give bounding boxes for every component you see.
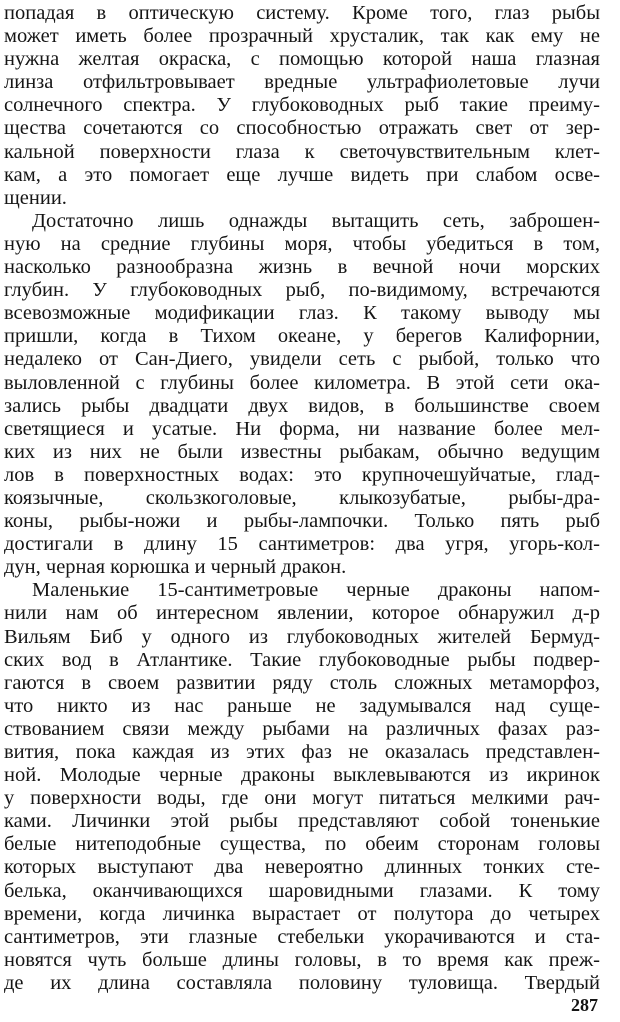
text-line: солнечного спектра. У глубоководных рыб такие преиму- — [4, 94, 600, 117]
text-line: коны, рыбы-ножи и рыбы-лампочки. Только пять рыб — [4, 510, 600, 533]
text-line: ких из них не были известны рыбакам, обычно ведущим — [4, 440, 600, 463]
text-line: сантиметров, эти глазные стебельки укорачиваются и ста- — [4, 925, 600, 948]
text-line: ную на средние глубины моря, чтобы убедиться в том, — [4, 232, 600, 255]
text-line: Маленькие 15-сантиметровые черные драконы напом- — [32, 579, 600, 602]
text-line: попадая в оптическую систему. Кроме того, глаз рыбы — [4, 2, 600, 24]
text-line: кальной поверхности глаза к светочувствительным клет- — [4, 140, 600, 163]
text-line: пришли, когда в Тихом океане, у берегов Калифорнии, — [4, 325, 600, 348]
text-line: линза отфильтровывает вредные ультрафиолетовые лучи — [4, 71, 600, 94]
text-line: ствованием связи между рыбами на различных фазах раз- — [4, 717, 600, 740]
text-line: ками. Личинки этой рыбы представляют собой тоненькие — [4, 810, 600, 833]
text-line: ной. Молодые черные драконы выклевываются из икринок — [4, 764, 600, 787]
text-line: может иметь более прозрачный хрусталик, так как ему не — [4, 25, 600, 48]
text-line: всевозможные модификации глаз. К такому выводу мы — [4, 302, 600, 325]
text-line: Вильям Биб у одного из глубоководных жителей Бермуд- — [4, 625, 600, 648]
text-line: лов в поверхностных водах: это крупночешуйчатые, глад- — [4, 463, 600, 486]
text-line: де их длина составляла половину туловища. Твердый — [4, 971, 600, 994]
text-line: ских вод в Атлантике. Такие глубоководные рыбы подвер- — [4, 648, 600, 671]
page-number: 287 — [571, 995, 598, 1015]
text-line: белька, оканчивающихся шаровидными глазами. К тому — [4, 879, 600, 902]
text-line: которых выступают два невероятно длинных тонких сте- — [4, 856, 600, 879]
text-line: у поверхности воды, где они могут питаться мелкими рач- — [4, 787, 600, 810]
text-line: новятся чуть больше длины головы, в то время как преж- — [4, 948, 600, 971]
text-line: Достаточно лишь однажды вытащить сеть, заброшен- — [32, 209, 600, 232]
text-line: достигали в длину 15 сантиметров: два угря, угорь-кол- — [4, 533, 600, 556]
text-line: нили нам об интересном явлении, которое обнаружил д-р — [4, 602, 600, 625]
text-line: недалеко от Сан-Диего, увидели сеть с рыбой, только что — [4, 348, 600, 371]
text-line: щении. — [4, 186, 67, 209]
text-line: кам, а это помогает еще лучше видеть при слабом осве- — [4, 163, 600, 186]
text-line: глубин. У глубоководных рыб, по-видимому, встречаются — [4, 279, 600, 302]
text-line: насколько разнообразна жизнь в вечной ночи морских — [4, 256, 600, 279]
text-line: выловленной с глубины более километра. В этой сети ока- — [4, 371, 600, 394]
text-line: времени, когда личинка вырастает от полутора до четырех — [4, 902, 600, 925]
body-text — [4, 2, 600, 995]
text-line: коязычные, скользкоголовые, клыкозубатые, рыбы-дра- — [4, 486, 600, 509]
text-line: светящиеся и усатые. Ни форма, ни название более мел- — [4, 417, 600, 440]
text-line: что никто из нас раньше не задумывался над суще- — [4, 694, 600, 717]
text-line: зались рыбы двадцати двух видов, в большинстве своем — [4, 394, 600, 417]
text-line: щества сочетаются со способностью отражать свет от зер- — [4, 117, 600, 140]
text-line: дун, черная корюшка и черный дракон. — [4, 556, 347, 579]
text-line: белые нитеподобные существа, по обеим сторонам головы — [4, 833, 600, 856]
text-line: гаются в своем развитии ряду столь сложных метаморфоз, — [4, 671, 600, 694]
text-line: вития, пока каждая из этих фаз не оказалась представлен- — [4, 741, 600, 763]
text-line: нужна желтая окраска, с помощью которой наша глазная — [4, 48, 600, 71]
